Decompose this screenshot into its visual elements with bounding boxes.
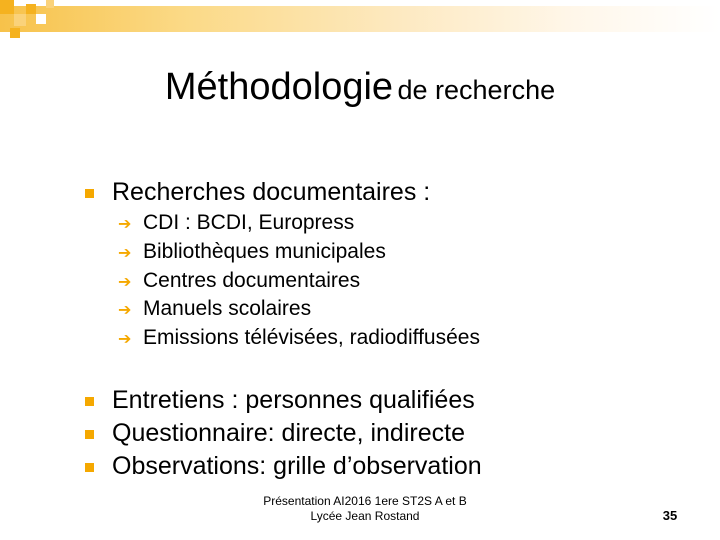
sub-bullet-item: Bibliothèques municipales [143, 240, 386, 263]
sub-bullet-item: Manuels scolaires [143, 297, 312, 320]
bullet-square-icon [85, 430, 94, 439]
sub-bullet-item: Centres documentaires [143, 269, 361, 292]
arrow-bullet-icon: ➔ [118, 302, 132, 319]
header-square [36, 14, 46, 24]
page-number: 35 [662, 508, 678, 523]
title-main: Méthodologie [164, 66, 394, 108]
bullet-square-icon [85, 189, 94, 198]
footer-line-2: Lycée Jean Rostand [310, 509, 420, 523]
arrow-bullet-icon: ➔ [118, 245, 132, 262]
header-gradient-bar [0, 6, 720, 32]
bullet-questionnaire: Questionnaire: directe, indirecte [112, 419, 465, 447]
bullet-recherches-documentaires: Recherches documentaires : [112, 178, 431, 206]
header-square [26, 4, 36, 14]
slide-title [0, 66, 720, 109]
arrow-bullet-icon: ➔ [118, 274, 132, 291]
slide-footer [230, 494, 500, 524]
header-square [14, 14, 26, 26]
arrow-bullet-icon: ➔ [118, 216, 132, 233]
header-square [10, 28, 20, 38]
bullet-square-icon [85, 463, 94, 472]
header-square [46, 0, 54, 8]
bullet-entretiens: Entretiens : personnes qualifiées [112, 386, 475, 414]
arrow-bullet-icon: ➔ [118, 331, 132, 348]
header-square [0, 0, 14, 14]
footer-line-1: Présentation AI2016 1ere ST2S A et B [263, 494, 467, 508]
sub-bullet-item: CDI : BCDI, Europress [143, 211, 355, 234]
bullet-square-icon [85, 397, 94, 406]
sub-bullet-item: Emissions télévisées, radiodiffusées [143, 326, 480, 349]
title-sub: de recherche [397, 75, 556, 105]
bullet-observations: Observations: grille d’observation [112, 452, 482, 480]
